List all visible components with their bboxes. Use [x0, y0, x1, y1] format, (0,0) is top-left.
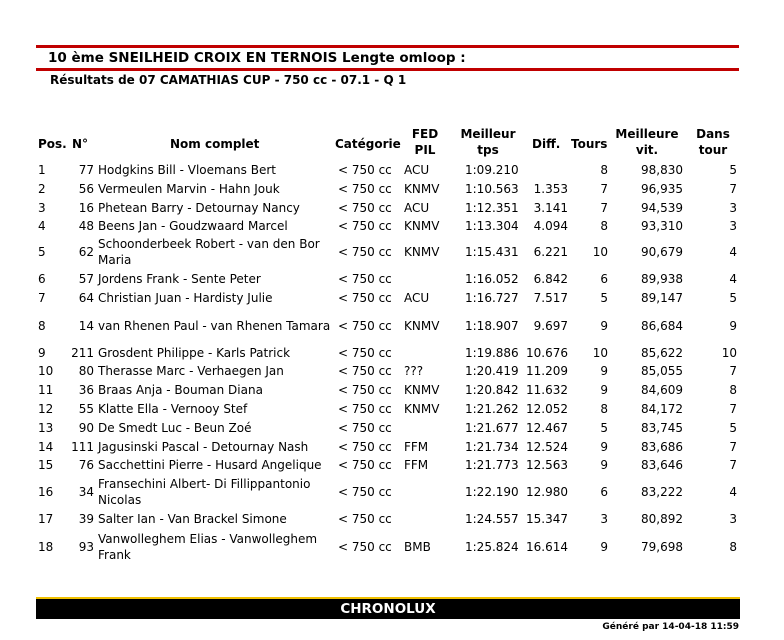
cell-fed: FFM: [404, 439, 429, 454]
header-best-line2: tps: [477, 143, 499, 157]
header-best-speed: [612, 126, 682, 158]
cell-speed: 79,698: [641, 539, 683, 554]
cell-name: Beens Jan - Goudzwaard Marcel: [98, 219, 288, 233]
cell-num: 57: [78, 271, 94, 286]
cell-in-lap: 3: [729, 511, 737, 526]
cell-in-lap: 8: [729, 382, 737, 397]
title-top-rule: [36, 45, 739, 48]
cell-best-time: 1:21.734: [465, 439, 519, 454]
cell-pos: 12: [38, 401, 54, 416]
cell-speed: 85,622: [641, 345, 683, 360]
cell-speed: 83,745: [641, 420, 683, 435]
cell-category: < 750 cc: [338, 484, 392, 499]
title-bottom-rule: [36, 68, 739, 71]
table-row: [0, 509, 784, 528]
cell-name: Braas Anja - Bouman Diana: [98, 382, 263, 397]
header-num: N°: [72, 137, 89, 151]
cell-in-lap: 5: [729, 291, 737, 305]
cell-in-lap: 7: [729, 181, 737, 196]
header-category: Catégorie: [335, 137, 401, 151]
cell-pos: 13: [38, 420, 54, 435]
cell-num: 211: [71, 345, 94, 360]
cell-name: Jordens Frank - Sente Peter: [98, 271, 261, 286]
cell-best-time: 1:16.727: [465, 291, 519, 305]
cell-fed: BMB: [404, 539, 431, 554]
cell-laps: 10: [592, 345, 608, 360]
cell-pos: 9: [38, 345, 46, 360]
table-row: [0, 399, 784, 418]
cell-best-time: 1:16.052: [465, 271, 519, 286]
cell-category: < 750 cc: [338, 291, 392, 305]
cell-diff: 7.517: [533, 291, 568, 305]
cell-diff: [530, 160, 568, 179]
cell-diff: 6.842: [533, 271, 568, 286]
cell-best-time: 1:21.773: [465, 458, 519, 472]
cell-speed: 80,892: [641, 511, 683, 526]
cell-best-time: 1:20.842: [465, 382, 519, 397]
cell-in-lap: 3: [729, 219, 737, 233]
cell-laps: 6: [600, 484, 608, 499]
cell-name: Christian Juan - Hardisty Julie: [98, 291, 273, 305]
cell-speed: 83,222: [641, 484, 683, 499]
cell-name: Grosdent Philippe - Karls Patrick: [98, 345, 291, 360]
cell-diff: 3.141: [533, 200, 568, 215]
cell-fed: ACU: [404, 162, 430, 177]
cell-num: 55: [78, 401, 94, 416]
table-row: [0, 269, 784, 288]
cell-category: < 750 cc: [338, 382, 392, 397]
header-in-lap-line1: Dans: [696, 127, 730, 141]
cell-name: Fransechini Albert- Di Fillippantonio Nicolas: [98, 476, 311, 507]
cell-diff: 12.524: [526, 439, 568, 454]
cell-pos: 2: [38, 181, 46, 196]
cell-fed: [404, 474, 450, 509]
cell-category: < 750 cc: [338, 401, 392, 416]
cell-category: < 750 cc: [338, 511, 392, 526]
cell-speed: 94,539: [641, 200, 683, 215]
cell-num: 80: [78, 364, 94, 378]
cell-laps: 7: [600, 181, 608, 196]
cell-fed: ???: [404, 364, 424, 378]
cell-in-lap: 8: [729, 539, 737, 554]
cell-category: < 750 cc: [338, 420, 392, 435]
cell-speed: 89,938: [641, 271, 683, 286]
cell-best-time: 1:18.907: [465, 318, 519, 333]
header-best-line1: Meilleur: [460, 127, 516, 141]
cell-speed: 84,172: [641, 401, 683, 416]
table-row: [0, 456, 784, 474]
table-row: [0, 528, 784, 565]
cell-pos: 10: [38, 364, 54, 378]
cell-fed: [404, 343, 450, 362]
cell-laps: 9: [600, 364, 608, 378]
cell-fed: KNMV: [404, 318, 440, 333]
cell-category: < 750 cc: [338, 364, 392, 378]
cell-diff: 15.347: [526, 511, 568, 526]
cell-best-time: 1:25.824: [465, 539, 519, 554]
cell-fed: KNMV: [404, 181, 440, 196]
cell-diff: 12.467: [526, 420, 568, 435]
cell-diff: 12.052: [526, 401, 568, 416]
cell-name: Jagusinski Pascal - Detournay Nash: [98, 439, 309, 454]
table-row: [0, 308, 784, 343]
cell-laps: 6: [600, 271, 608, 286]
cell-speed: 86,684: [641, 318, 683, 333]
cell-pos: 7: [38, 291, 46, 305]
cell-diff: 12.563: [526, 458, 568, 472]
cell-laps: 5: [600, 291, 608, 305]
cell-category: < 750 cc: [338, 318, 392, 333]
header-fed-line2: PIL: [414, 143, 436, 157]
cell-name: Hodgkins Bill - Vloemans Bert: [98, 162, 276, 177]
header-fed-line1: FED: [411, 127, 439, 141]
cell-best-time: 1:20.419: [465, 364, 519, 378]
cell-speed: 90,679: [641, 245, 683, 259]
table-row: [0, 160, 784, 179]
cell-laps: 7: [600, 200, 608, 215]
table-row: [0, 437, 784, 456]
cell-pos: 15: [38, 458, 54, 472]
cell-fed: ACU: [404, 200, 430, 215]
header-best-time: [452, 126, 524, 158]
cell-pos: 6: [38, 271, 46, 286]
cell-pos: 4: [38, 219, 46, 233]
table-row: [0, 380, 784, 399]
cell-category: < 750 cc: [338, 271, 392, 286]
cell-name: Salter Ian - Van Brackel Simone: [98, 511, 287, 526]
cell-fed: FFM: [404, 458, 429, 472]
cell-diff: 12.980: [526, 484, 568, 499]
header-in-lap: [690, 126, 736, 158]
cell-laps: 9: [600, 382, 608, 397]
cell-in-lap: 4: [729, 484, 737, 499]
cell-speed: 85,055: [641, 364, 683, 378]
table-row: [0, 217, 784, 235]
cell-num: 14: [78, 318, 94, 333]
table-row: [0, 235, 784, 269]
cell-best-time: 1:15.431: [465, 245, 519, 259]
cell-pos: 16: [38, 484, 54, 499]
header-pos: Pos.: [38, 137, 67, 151]
results-subtitle: Résultats de 07 CAMATHIAS CUP - 750 cc - 07.1 - Q 1: [50, 73, 407, 87]
header-speed-line2: vit.: [635, 143, 659, 157]
cell-num: 76: [78, 458, 94, 472]
cell-best-time: 1:10.563: [465, 181, 519, 196]
cell-best-time: 1:13.304: [465, 219, 519, 233]
cell-name: De Smedt Luc - Beun Zoé: [98, 420, 252, 435]
cell-category: < 750 cc: [338, 539, 392, 554]
cell-pos: 1: [38, 162, 46, 177]
cell-speed: 98,830: [641, 162, 683, 177]
cell-diff: 11.209: [526, 364, 568, 378]
cell-best-time: 1:21.262: [465, 401, 519, 416]
cell-category: < 750 cc: [338, 458, 392, 472]
cell-diff: 11.632: [526, 382, 568, 397]
header-diff: Diff.: [532, 137, 561, 151]
cell-laps: 8: [600, 401, 608, 416]
cell-name: Klatte Ella - Vernooy Stef: [98, 401, 248, 416]
cell-fed: [404, 509, 450, 528]
cell-laps: 3: [600, 511, 608, 526]
cell-laps: 8: [600, 162, 608, 177]
cell-pos: 8: [38, 318, 46, 333]
cell-best-time: 1:12.351: [465, 200, 519, 215]
cell-speed: 84,609: [641, 382, 683, 397]
cell-fed: [404, 269, 450, 288]
cell-in-lap: 7: [729, 401, 737, 416]
table-row: [0, 362, 784, 380]
cell-fed: KNMV: [404, 245, 440, 259]
cell-in-lap: 3: [729, 200, 737, 215]
header-speed-line1: Meilleure: [615, 127, 679, 141]
cell-pos: 3: [38, 200, 46, 215]
cell-laps: 10: [592, 245, 608, 259]
cell-best-time: 1:24.557: [465, 511, 519, 526]
cell-fed: KNMV: [404, 382, 440, 397]
cell-speed: 83,646: [641, 458, 683, 472]
table-row: [0, 474, 784, 509]
cell-category: < 750 cc: [338, 162, 392, 177]
cell-pos: 11: [38, 382, 54, 397]
cell-name: Sacchettini Pierre - Husard Angelique: [98, 458, 322, 472]
cell-laps: 5: [600, 420, 608, 435]
cell-name: Vanwolleghem Elias - Vanwolleghem Frank: [98, 531, 318, 562]
cell-category: < 750 cc: [338, 200, 392, 215]
header-fed: [402, 126, 448, 158]
cell-in-lap: 7: [729, 364, 737, 378]
cell-best-time: 1:21.677: [465, 420, 519, 435]
cell-in-lap: 10: [721, 345, 737, 360]
cell-diff: 9.697: [533, 318, 568, 333]
cell-in-lap: 5: [729, 420, 737, 435]
table-row: [0, 343, 784, 362]
cell-num: 56: [78, 181, 94, 196]
cell-num: 93: [78, 539, 94, 554]
cell-speed: 96,935: [641, 181, 683, 196]
cell-in-lap: 7: [729, 439, 737, 454]
cell-diff: 1.353: [533, 181, 568, 196]
page-title: 10 ème SNEILHEID CROIX EN TERNOIS Lengte omloop :: [48, 50, 466, 66]
cell-num: 77: [78, 162, 94, 177]
cell-in-lap: 4: [729, 271, 737, 286]
cell-best-time: 1:22.190: [465, 484, 519, 499]
table-row: [0, 198, 784, 217]
cell-category: < 750 cc: [338, 345, 392, 360]
cell-in-lap: 7: [729, 458, 737, 472]
cell-name: Phetean Barry - Detournay Nancy: [98, 200, 300, 215]
cell-pos: 18: [38, 539, 54, 554]
cell-num: 34: [78, 484, 94, 499]
cell-fed: ACU: [404, 291, 430, 305]
table-row: [0, 288, 784, 308]
cell-fed: KNMV: [404, 219, 440, 233]
header-in-lap-line2: tour: [698, 143, 728, 157]
cell-laps: 9: [600, 458, 608, 472]
cell-category: < 750 cc: [338, 181, 392, 196]
cell-category: < 750 cc: [338, 439, 392, 454]
cell-diff: 16.614: [526, 539, 568, 554]
table-row: [0, 418, 784, 437]
cell-num: 48: [78, 219, 94, 233]
cell-num: 90: [78, 420, 94, 435]
cell-num: 111: [71, 439, 94, 454]
cell-speed: 93,310: [641, 219, 683, 233]
cell-diff: 10.676: [526, 345, 568, 360]
header-name: Nom complet: [170, 137, 260, 151]
cell-best-time: 1:09.210: [465, 162, 519, 177]
cell-num: 36: [78, 382, 94, 397]
cell-num: 64: [78, 291, 94, 305]
cell-num: 62: [78, 245, 94, 259]
cell-name: van Rhenen Paul - van Rhenen Tamara: [98, 318, 331, 333]
footer-brand: CHRONOLUX: [340, 601, 436, 617]
cell-laps: 9: [600, 439, 608, 454]
cell-category: < 750 cc: [338, 219, 392, 233]
cell-speed: 89,147: [641, 291, 683, 305]
cell-in-lap: 5: [729, 162, 737, 177]
table-row: [0, 179, 784, 198]
cell-fed: KNMV: [404, 401, 440, 416]
cell-best-time: 1:19.886: [465, 345, 519, 360]
cell-category: < 750 cc: [338, 245, 392, 259]
cell-name: Vermeulen Marvin - Hahn Jouk: [98, 181, 280, 196]
cell-name: Schoonderbeek Robert - van den Bor Maria: [98, 237, 320, 267]
generated-timestamp: Généré par 14-04-18 11:59: [602, 622, 739, 632]
cell-name: Therasse Marc - Verhaegen Jan: [98, 364, 284, 378]
cell-laps: 9: [600, 539, 608, 554]
cell-pos: 17: [38, 511, 54, 526]
cell-num: 16: [78, 200, 94, 215]
cell-laps: 8: [600, 219, 608, 233]
cell-num: 39: [78, 511, 94, 526]
cell-in-lap: 4: [729, 245, 737, 259]
cell-fed: [404, 418, 450, 437]
cell-pos: 5: [38, 245, 46, 259]
cell-diff: 6.221: [533, 245, 568, 259]
cell-speed: 83,686: [641, 439, 683, 454]
cell-pos: 14: [38, 439, 54, 454]
header-laps: Tours: [571, 137, 608, 151]
cell-in-lap: 9: [729, 318, 737, 333]
cell-diff: 4.094: [533, 219, 568, 233]
cell-laps: 9: [600, 318, 608, 333]
